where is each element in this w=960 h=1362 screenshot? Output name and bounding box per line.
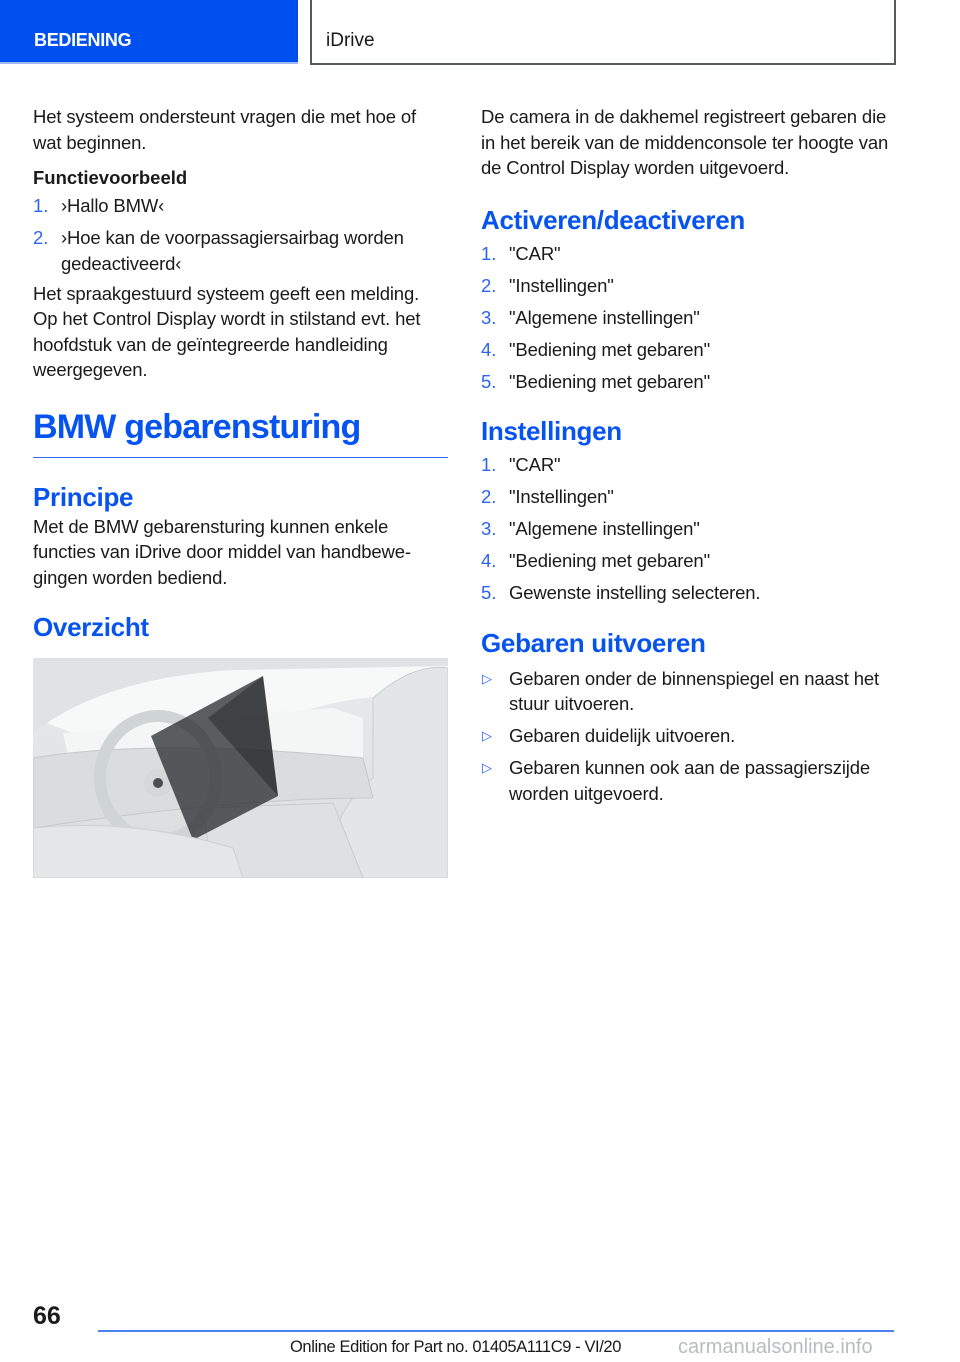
list-item	[481, 755, 901, 806]
settings-heading: Instellingen	[481, 416, 622, 446]
list-text: Gebaren kunnen ook aan de passagierszijde worden uitgevoerd.	[509, 757, 871, 804]
triangle-right-icon: ▷	[482, 728, 492, 743]
list-text: "Algemene instellingen"	[509, 518, 700, 539]
triangle-right-icon: ▷	[482, 670, 492, 686]
overview-heading: Overzicht	[33, 612, 149, 642]
left-column	[33, 104, 448, 878]
footer-watermark: carmanualsonline.info	[678, 1336, 873, 1358]
list-number: 1.	[33, 195, 49, 216]
section-tab	[0, 0, 298, 64]
chapter-box	[310, 0, 896, 65]
list-text: "CAR"	[509, 454, 561, 475]
list-number: 4.	[481, 338, 497, 360]
list-number: 4.	[481, 550, 497, 571]
list-item	[481, 305, 901, 331]
list-text: Gebaren duidelijk uitvoeren.	[509, 725, 736, 746]
gestures-list	[481, 666, 901, 807]
list-text: Gewenste instelling selecteren.	[509, 582, 761, 603]
list-number: 3.	[481, 306, 497, 328]
list-item	[33, 193, 448, 219]
car-interior-image	[33, 658, 448, 878]
list-item	[481, 484, 901, 510]
right-column	[481, 104, 901, 813]
camera-text: De camera in de dakhemel registreert gebaren die in het bereik van de middenconsole ter hoogte van de Control Display worden uitgevoerd.	[481, 106, 889, 178]
footer-edition: Online Edition for Part no. 01405A111C9 - VI/20	[290, 1338, 621, 1356]
chapter-title: iDrive	[326, 30, 375, 51]
list-number: 5.	[481, 370, 497, 392]
list-number: 1.	[481, 242, 497, 264]
footer-rule	[98, 1330, 894, 1332]
list-item	[481, 452, 901, 478]
principle-text: Met de BMW gebarensturing kunnen enkele functies van iDrive door middel van handbewegingen worden bediend.	[33, 515, 412, 588]
list-item	[481, 580, 901, 606]
list-text: "Instellingen"	[509, 486, 614, 507]
list-text: "Bediening met gebaren"	[509, 550, 710, 571]
list-text: "Bediening met gebaren"	[509, 370, 710, 392]
example-list	[33, 193, 448, 276]
list-number: 5.	[481, 582, 497, 603]
section-title: BEDIENING	[34, 30, 132, 50]
list-number: 3.	[481, 518, 497, 539]
example-heading: Functievoorbeeld	[33, 167, 188, 188]
list-number: 2.	[481, 486, 497, 507]
principle-heading: Principe	[33, 481, 134, 512]
list-item	[481, 666, 901, 717]
list-item	[481, 369, 901, 395]
car-interior-illustration	[33, 658, 448, 878]
intro-text: Het systeem ondersteunt vragen die met hoe of wat beginnen.	[33, 106, 416, 153]
list-item	[481, 723, 901, 749]
list-item	[481, 548, 901, 574]
list-item	[481, 241, 901, 267]
activate-heading: Activeren/deactiveren	[481, 204, 745, 235]
list-item	[33, 225, 448, 276]
list-text: ›Hoe kan de voorpassagiersairbag worden gedeactiveerd‹	[61, 227, 404, 274]
main-heading: BMW gebarensturing	[33, 405, 448, 458]
list-text: ›Hallo BMW‹	[61, 195, 165, 216]
outro-text: Het spraakgestuurd systeem geeft een melding. Op het Control Display wordt in stilstand evt. het hoofdstuk van de geïntegreerde handleiding weergegeven.	[33, 282, 421, 380]
gestures-heading: Gebaren uitvoeren	[481, 627, 706, 658]
list-item	[481, 516, 901, 542]
activate-steps	[481, 241, 901, 395]
settings-steps	[481, 452, 901, 606]
list-item	[481, 337, 901, 363]
list-text: "Bediening met gebaren"	[509, 338, 710, 360]
list-text: "Algemene instellingen"	[509, 306, 700, 328]
triangle-right-icon: ▷	[482, 760, 492, 775]
list-number: 1.	[481, 454, 497, 475]
list-number: 2.	[33, 227, 49, 248]
list-text: "Instellingen"	[509, 274, 614, 296]
list-text: Gebaren onder de binnenspiegel en naast het stuur uitvoeren.	[509, 667, 880, 714]
list-item	[481, 273, 901, 299]
list-number: 2.	[481, 274, 497, 296]
page-number: 66	[33, 1302, 61, 1330]
list-text: "CAR"	[509, 242, 561, 264]
